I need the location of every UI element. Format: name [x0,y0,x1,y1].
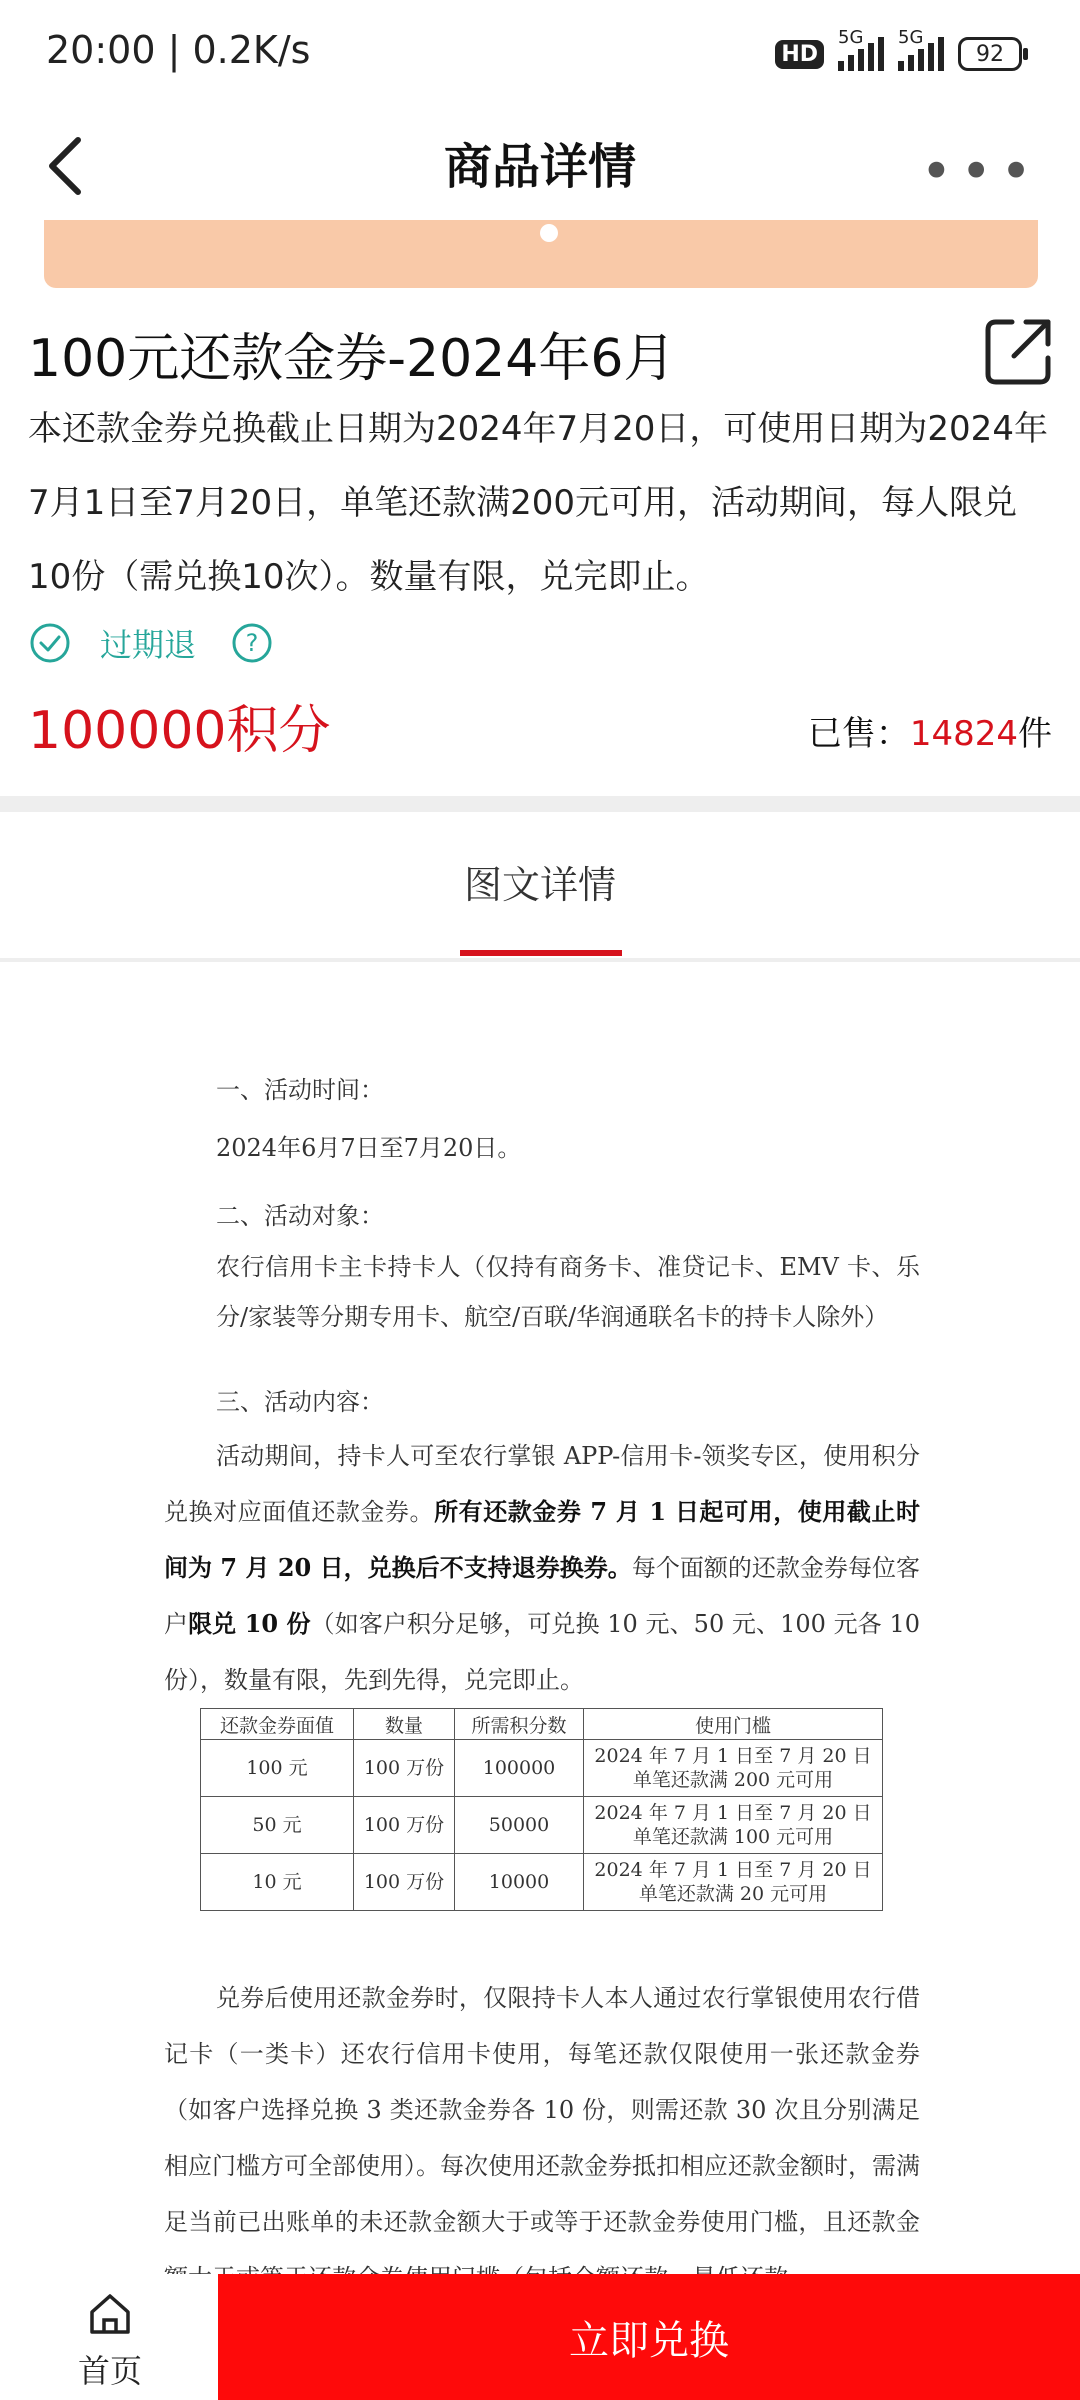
tab-detail[interactable]: 图文详情 [463,863,616,907]
signal-icon [838,27,884,71]
sold-number: 14824 [909,714,1018,754]
section-divider [0,796,1080,812]
table-header: 数量 [354,1709,455,1740]
expired-refund-tag: 过期退 [100,626,197,664]
sold-count [808,706,1052,755]
network-label-2: 5G [898,27,924,48]
table-cell: 10000 [455,1854,584,1911]
section-heading-time: 一、活动时间： [216,1076,384,1104]
table-cell: 50000 [455,1797,584,1854]
section-heading-content: 三、活动内容： [216,1388,384,1416]
sold-label: 已售： [807,714,910,754]
table-header: 还款金券面值 [201,1709,354,1740]
status-bar [0,0,1080,110]
cell-line: 2024 年 7 月 1 日至 7 月 20 日 [594,1802,872,1824]
cell-line: 单笔还款满 200 元可用 [632,1769,834,1791]
check-circle-icon [28,621,72,665]
cell-line: 2024 年 7 月 1 日至 7 月 20 日 [594,1745,872,1767]
help-icon[interactable] [230,621,274,665]
service-tags [28,620,274,666]
table-header-row [201,1709,883,1740]
table-cell: 100 万份 [354,1797,455,1854]
table-row [201,1740,883,1797]
content-part-a: 活动期间，持卡人可至农行掌银 APP-信用卡-领奖专区，使用积分兑换对应面值还款金券。 [164,1442,920,1526]
more-options-button[interactable]: ••• [920,140,1040,203]
battery-icon: 92 [958,37,1022,71]
bottom-action-bar [0,2274,1080,2400]
table-row [201,1854,883,1911]
table-cell [584,1797,883,1854]
table-header: 所需积分数 [455,1709,584,1740]
usage-rules-text: 兑券后使用还款金券时，仅限持卡人本人通过农行掌银使用农行借记卡（一类卡）还农行信用卡使用，每笔还款仅限使用一张还款金券（如客户选择兑换 3 类还款金券各 10 份，则需还款 30 次且分别满足相应门槛方可全部使用）。每次使用还款金券抵扣相应还款金额时，需满足当前已出账单的未还款金额大于或等于还款金券使用门槛，且还款金 [164,1984,920,2236]
hd-icon: HD [775,40,824,69]
share-icon [982,314,1056,388]
table-header: 使用门槛 [584,1709,883,1740]
table-cell: 100000 [455,1740,584,1797]
app-header [0,110,1080,220]
table-cell [584,1854,883,1911]
section-heading-target: 二、活动对象： [216,1202,384,1230]
content-part-e: （如客户积分足够，可兑换 10 元、50 元、100 元各 10 份），数量有限，先到先得，兑完即止。 [164,1610,921,1694]
table-cell [584,1740,883,1797]
network-label: 5G [838,27,864,48]
table-cell: 100 万份 [354,1854,455,1911]
product-title: 100元还款金券-2024年6月 [28,329,676,389]
product-image-carousel[interactable] [44,220,1038,288]
signal-icon-2 [898,27,944,71]
table-cell: 100 元 [201,1740,354,1797]
table-cell: 50 元 [201,1797,354,1854]
content-part-c: 每个面额的还款金券每位客户 [164,1554,920,1638]
sold-unit: 件 [1018,714,1052,754]
detail-tab-bar [0,812,1080,962]
table-cell: 10 元 [201,1854,354,1911]
tab-indicator [460,950,622,956]
carousel-indicator [540,224,558,242]
home-label: 首页 [77,2352,142,2390]
exchange-now-button[interactable]: 立即兑换 [218,2274,1080,2400]
status-icons [775,27,1022,74]
home-button[interactable] [60,2288,160,2388]
content-part-d: 限兑 10 份 [188,1609,311,1638]
home-icon [88,2292,132,2336]
share-button[interactable] [982,314,1056,388]
cell-line: 单笔还款满 100 元可用 [632,1826,834,1848]
table-cell: 100 万份 [354,1740,455,1797]
activity-target-text: 农行信用卡主卡持卡人（仅持有商务卡、准贷记卡、EMV 卡、乐分/家装等分期专用卡、航空/百联/华润通联名卡的持卡人除外） [216,1253,920,1331]
product-price: 100000积分 [28,701,331,761]
product-description: 本还款金券兑换截止日期为2024年7月20日，可使用日期为2024年7月1日至7月20日，单笔还款满200元可用，活动期间，每人限兑10份（需兑换10次）。数量有限，兑完即止。 [28,409,1048,597]
cell-line: 2024 年 7 月 1 日至 7 月 20 日 [594,1859,872,1881]
activity-time-text: 2024年6月7日至7月20日。 [216,1134,522,1162]
table-row [201,1797,883,1854]
cell-line: 单笔还款满 20 元可用 [638,1883,828,1905]
activity-content-text [164,1428,920,1708]
content-part-b: 所有还款金券 7 月 1 日起可用，使用截止时间为 7 月 20 日，兑换后不支持退券换券。 [164,1497,920,1582]
status-time: 20:00 | 0.2K/s [46,28,311,72]
svg-text:?: ? [245,629,259,657]
coupon-table [200,1708,883,1911]
page-title: 商品详情 [443,139,636,195]
